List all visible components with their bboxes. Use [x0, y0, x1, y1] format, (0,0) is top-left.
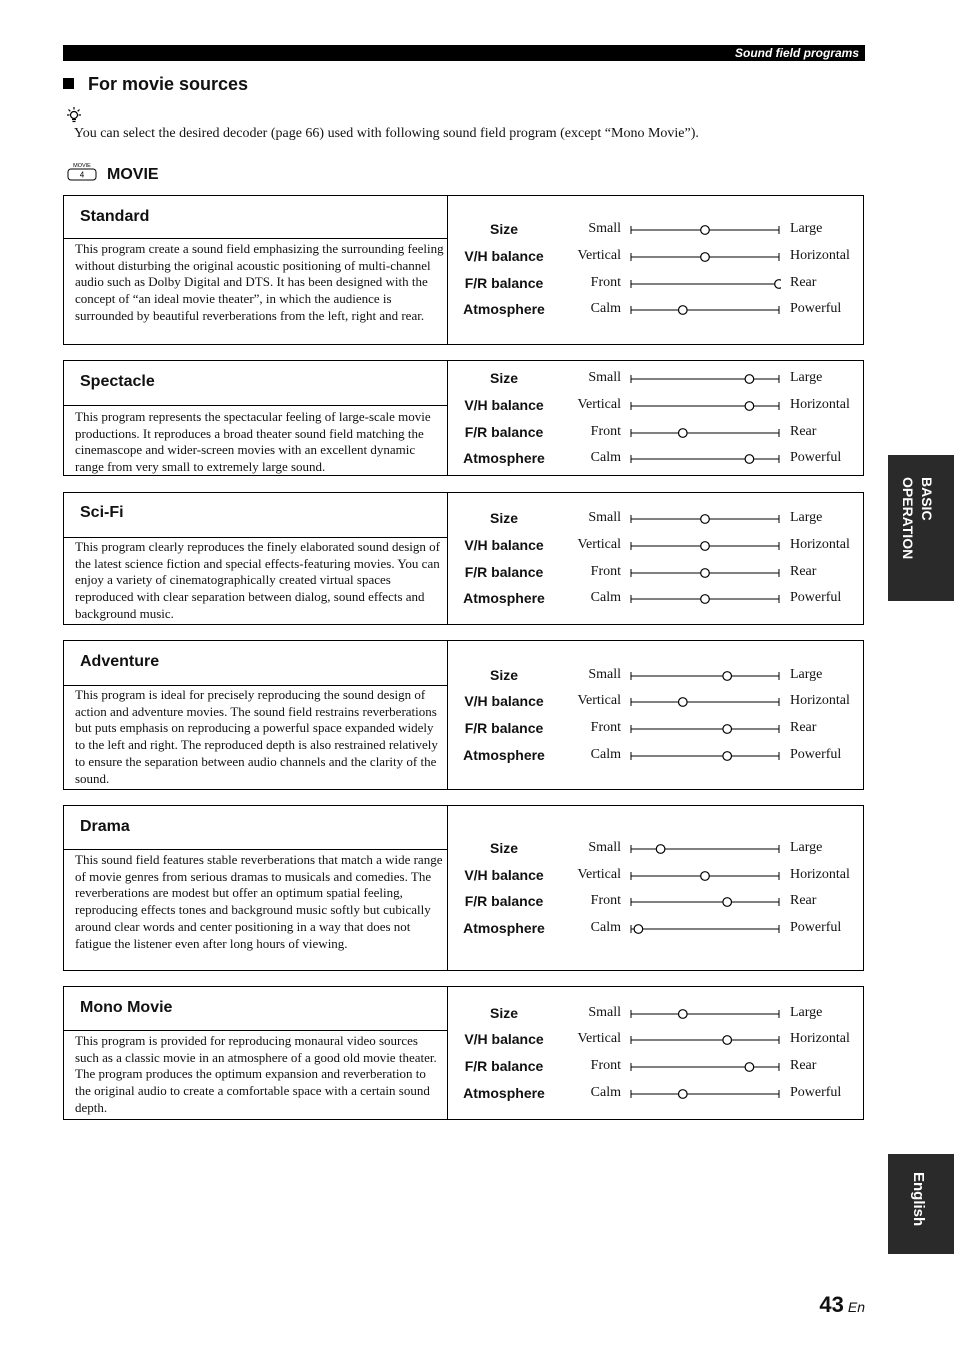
parameter-label: F/R balance	[464, 424, 544, 440]
program-spectacle	[63, 360, 864, 476]
program-description: This program is provided for reproducing monaural video sources such as a classic movie in an atmosphere of a good old movie theater. The program produces the optimum expansion and reverberation to the original audio to create a comfortable space with a certain sound depth.	[75, 1033, 437, 1115]
parameter-panel	[447, 196, 863, 344]
parameter-slider	[629, 746, 781, 766]
program-description-panel	[64, 493, 448, 624]
parameter-left-label: Vertical	[577, 693, 621, 708]
parameter-right-label: Rear	[790, 275, 817, 290]
parameter-left-label: Small	[588, 840, 621, 855]
divider	[64, 537, 447, 538]
program-description: This program create a sound field emphasizing the surrounding feeling without disturbing the original acoustic positioning of multi-channel audio such as Dolby Digital and DTS. It has been designed with the concept of “an ideal movie theater”, in which the audience is surrounded by beautiful reverberations from the left, right and rear.	[75, 241, 444, 323]
running-title: Sound field programs	[734, 46, 859, 60]
program-description-panel	[64, 987, 448, 1119]
slider-knob	[701, 542, 710, 551]
parameter-panel	[447, 361, 863, 475]
slider-knob	[745, 1063, 754, 1072]
parameter-row	[447, 666, 863, 686]
parameter-slider	[629, 247, 781, 267]
parameter-right-label: Horizontal	[790, 537, 850, 552]
slider-knob	[701, 515, 710, 524]
program-description: This program is ideal for precisely reproducing the sound design of action and adventure movies. The sound field restrains reverberations but puts emphasis on reproducing a powerful space expanded widely to the left and right. The reproduced depth is also restrained relatively to ensure the separation between audio channels and the clarity of the sound.	[75, 687, 438, 786]
page-number-value: 43	[819, 1292, 844, 1317]
program-name: Standard	[80, 208, 150, 225]
parameter-panel	[447, 987, 863, 1119]
slider-knob	[679, 1010, 688, 1019]
parameter-row	[447, 866, 863, 886]
parameter-label: F/R balance	[464, 720, 544, 736]
parameter-slider	[629, 1084, 781, 1104]
parameter-right-label: Powerful	[790, 590, 842, 605]
slider-knob	[723, 672, 732, 681]
parameter-right-label: Powerful	[790, 1085, 842, 1100]
page-number-suffix: En	[847, 1299, 865, 1315]
parameter-left-label: Front	[590, 893, 621, 908]
parameter-label: Atmosphere	[463, 1085, 545, 1101]
slider-knob	[701, 569, 710, 578]
parameter-right-label: Powerful	[790, 920, 842, 935]
tab-english[interactable]	[888, 1154, 954, 1254]
parameter-right-label: Horizontal	[790, 867, 850, 882]
parameter-slider	[629, 423, 781, 443]
movie-key-icon-label: MOVIE	[73, 163, 91, 169]
slider-knob	[701, 872, 710, 881]
parameter-row	[447, 449, 863, 469]
parameter-slider	[629, 509, 781, 529]
parameter-row	[447, 274, 863, 294]
parameter-slider	[629, 866, 781, 886]
parameter-left-label: Vertical	[577, 537, 621, 552]
slider-knob	[745, 455, 754, 464]
parameter-label: V/H balance	[464, 397, 544, 413]
parameter-label: Atmosphere	[463, 590, 545, 606]
parameter-right-label: Powerful	[790, 747, 842, 762]
parameter-label: V/H balance	[464, 867, 544, 883]
parameter-left-label: Small	[588, 667, 621, 682]
parameter-row	[447, 892, 863, 912]
parameter-label: F/R balance	[464, 893, 544, 909]
program-name: Adventure	[80, 653, 160, 670]
parameter-label: Atmosphere	[463, 450, 545, 466]
header-bar	[63, 45, 865, 61]
parameter-left-label: Front	[590, 275, 621, 290]
parameter-left-label: Front	[590, 564, 621, 579]
parameter-label: Size	[489, 370, 518, 386]
program-drama	[63, 805, 864, 971]
parameter-panel	[447, 806, 863, 970]
slider-knob	[745, 375, 754, 384]
program-description: This sound field features stable reverberations that match a wide range of movie genres from serious dramas to musicals and comedies. The reverberations are modest but offer an optimum spatial feeling, reproducing effects tones and background music softly but cubically around clear words and center positioning in a way that does not fatigue the listener even after long hours of viewing.	[75, 852, 443, 951]
parameter-left-label: Calm	[590, 920, 621, 935]
parameter-row	[447, 1084, 863, 1104]
parameter-left-label: Vertical	[577, 397, 621, 412]
parameter-label: Atmosphere	[463, 747, 545, 763]
parameter-left-label: Vertical	[577, 248, 621, 263]
parameter-slider	[629, 719, 781, 739]
parameter-right-label: Horizontal	[790, 248, 850, 263]
parameter-left-label: Vertical	[577, 1031, 621, 1046]
parameter-row	[447, 563, 863, 583]
parameter-left-label: Small	[588, 1005, 621, 1020]
parameter-left-label: Small	[588, 221, 621, 236]
parameter-slider	[629, 839, 781, 859]
parameter-right-label: Large	[790, 667, 823, 682]
parameter-left-label: Vertical	[577, 867, 621, 882]
parameter-right-label: Large	[790, 1005, 823, 1020]
parameter-row	[447, 589, 863, 609]
parameter-slider	[629, 1057, 781, 1077]
program-adventure	[63, 640, 864, 790]
parameter-right-label: Rear	[790, 720, 817, 735]
parameter-label: Size	[489, 840, 518, 856]
parameter-slider	[629, 300, 781, 320]
parameter-slider	[629, 536, 781, 556]
parameter-row	[447, 746, 863, 766]
parameter-right-label: Large	[790, 370, 823, 385]
slider-knob	[745, 402, 754, 411]
program-name: Drama	[80, 818, 130, 835]
parameter-right-label: Large	[790, 510, 823, 525]
parameter-row	[447, 423, 863, 443]
slider-knob	[679, 698, 688, 707]
parameter-label: V/H balance	[464, 1031, 544, 1047]
parameter-row	[447, 536, 863, 556]
program-standard	[63, 195, 864, 345]
parameter-row	[447, 692, 863, 712]
parameter-panel	[447, 641, 863, 789]
program-description-panel	[64, 806, 448, 970]
tab-basic-operation-label: BASIC OPERATION	[900, 477, 935, 560]
movie-key-icon-number: 4	[79, 170, 85, 180]
divider	[64, 1030, 447, 1031]
program-description: This program clearly reproduces the finely elaborated sound design of the latest science fiction and special effects-featuring movies. You can enjoy a variety of cinematographically created virtual spaces reproduced with clear separation between dialog, sound effects and background music.	[75, 539, 440, 621]
divider	[64, 685, 447, 686]
slider-knob	[775, 280, 781, 289]
slider-knob	[701, 253, 710, 262]
program-sci-fi	[63, 492, 864, 625]
parameter-left-label: Front	[590, 720, 621, 735]
parameter-right-label: Horizontal	[790, 397, 850, 412]
program-description-panel	[64, 361, 448, 475]
page-number	[819, 1292, 865, 1318]
parameter-left-label: Calm	[590, 450, 621, 465]
parameter-slider	[629, 1030, 781, 1050]
parameter-right-label: Rear	[790, 564, 817, 579]
parameter-label: Atmosphere	[463, 920, 545, 936]
program-description-panel	[64, 641, 448, 789]
movie-key-icon	[67, 161, 97, 183]
parameter-label: F/R balance	[464, 275, 544, 291]
program-name: Spectacle	[80, 373, 155, 390]
parameter-slider	[629, 692, 781, 712]
parameter-right-label: Horizontal	[790, 693, 850, 708]
parameter-right-label: Powerful	[790, 301, 842, 316]
slider-knob	[723, 1036, 732, 1045]
parameter-row	[447, 1004, 863, 1024]
slider-knob	[723, 898, 732, 907]
tip-text: You can select the desired decoder (page 66) used with following sound field program (except “Mono Movie”).	[74, 126, 699, 141]
parameter-label: V/H balance	[464, 693, 544, 709]
parameter-label: Size	[489, 510, 518, 526]
parameter-left-label: Front	[590, 424, 621, 439]
parameter-panel	[447, 493, 863, 624]
parameter-row	[447, 369, 863, 389]
parameter-slider	[629, 396, 781, 416]
slider-knob	[679, 429, 688, 438]
parameter-row	[447, 300, 863, 320]
parameter-slider	[629, 220, 781, 240]
slider-knob	[679, 306, 688, 315]
parameter-right-label: Large	[790, 221, 823, 236]
slider-knob	[723, 725, 732, 734]
program-mono-movie	[63, 986, 864, 1120]
divider	[64, 238, 447, 239]
slider-knob	[701, 595, 710, 604]
parameter-label: V/H balance	[464, 537, 544, 553]
parameter-label: Size	[489, 221, 518, 237]
parameter-left-label: Small	[588, 370, 621, 385]
parameter-left-label: Front	[590, 1058, 621, 1073]
slider-knob	[701, 226, 710, 235]
parameter-row	[447, 220, 863, 240]
slider-knob	[723, 752, 732, 761]
parameter-row	[447, 396, 863, 416]
parameter-slider	[629, 919, 781, 939]
program-description: This program represents the spectacular feeling of large-scale movie productions. It reproduces a broad theater sound field matching the cinemascope and wider-screen movies with an excellent dynamic range from very small to extremely large sound.	[75, 409, 431, 475]
parameter-left-label: Calm	[590, 1085, 621, 1100]
parameter-left-label: Calm	[590, 747, 621, 762]
parameter-row	[447, 509, 863, 529]
lightbulb-icon	[63, 105, 85, 125]
parameter-slider	[629, 274, 781, 294]
parameter-left-label: Calm	[590, 590, 621, 605]
section-title-text: For movie sources	[88, 74, 249, 94]
parameter-slider	[629, 449, 781, 469]
parameter-row	[447, 1057, 863, 1077]
parameter-row	[447, 919, 863, 939]
slider-knob	[679, 1090, 688, 1099]
divider	[64, 405, 447, 406]
parameter-row	[447, 247, 863, 267]
parameter-left-label: Small	[588, 510, 621, 525]
parameter-label: F/R balance	[464, 1058, 544, 1074]
parameter-right-label: Horizontal	[790, 1031, 850, 1046]
parameter-label: Atmosphere	[463, 301, 545, 317]
parameter-slider	[629, 563, 781, 583]
program-description-panel	[64, 196, 448, 344]
program-name: Mono Movie	[80, 999, 173, 1016]
slider-knob	[634, 925, 643, 934]
parameter-row	[447, 719, 863, 739]
parameter-slider	[629, 666, 781, 686]
parameter-row	[447, 839, 863, 859]
parameter-left-label: Calm	[590, 301, 621, 316]
parameter-slider	[629, 589, 781, 609]
parameter-label: Size	[489, 1005, 518, 1021]
tab-english-label: English	[910, 1172, 927, 1227]
divider	[64, 849, 447, 850]
tab-basic-operation[interactable]	[888, 455, 954, 601]
parameter-right-label: Rear	[790, 424, 817, 439]
program-name: Sci-Fi	[80, 504, 124, 521]
slider-knob	[656, 845, 665, 854]
parameter-right-label: Powerful	[790, 450, 842, 465]
parameter-slider	[629, 892, 781, 912]
parameter-right-label: Large	[790, 840, 823, 855]
movie-label: MOVIE	[107, 166, 159, 183]
parameter-label: F/R balance	[464, 564, 544, 580]
parameter-right-label: Rear	[790, 893, 817, 908]
section-title	[63, 74, 248, 95]
parameter-right-label: Rear	[790, 1058, 817, 1073]
parameter-label: Size	[489, 667, 518, 683]
parameter-slider	[629, 1004, 781, 1024]
parameter-slider	[629, 369, 781, 389]
parameter-label: V/H balance	[464, 248, 544, 264]
parameter-row	[447, 1030, 863, 1050]
square-bullet-icon	[63, 78, 74, 89]
